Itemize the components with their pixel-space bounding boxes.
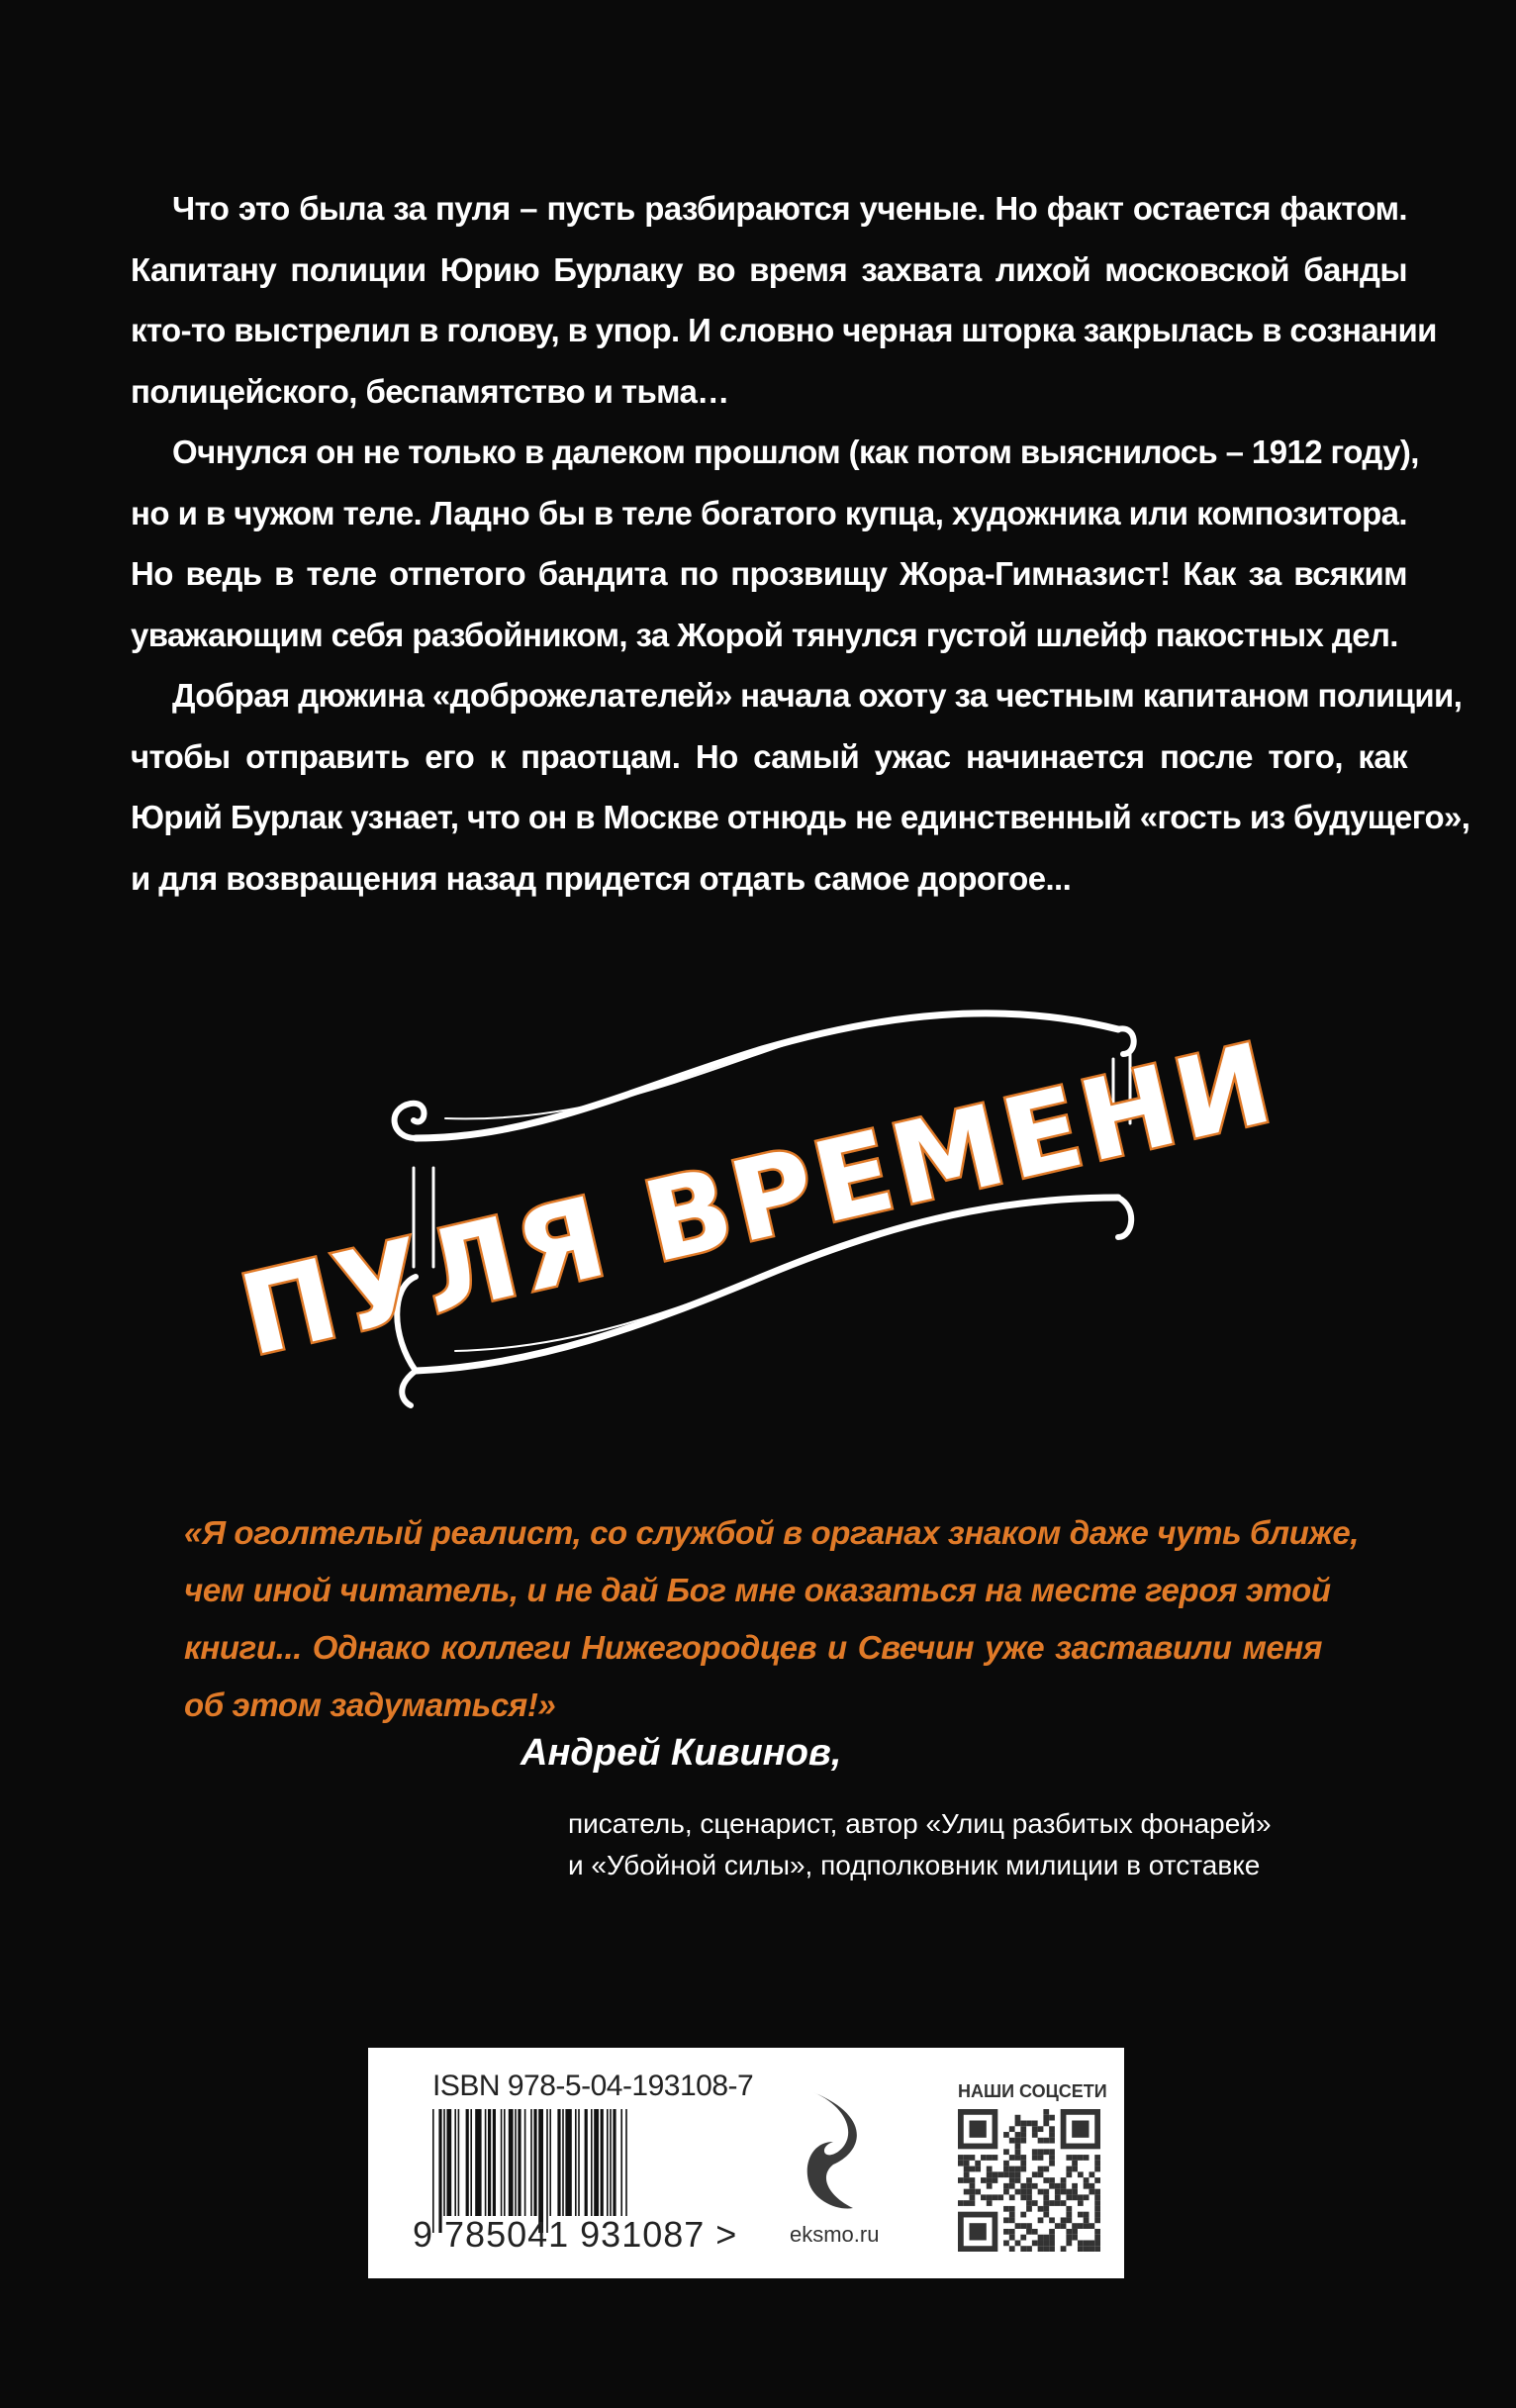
qr-module [1003,2171,1009,2177]
qr-module [987,2171,993,2177]
barcode-bar [610,2109,612,2216]
qr-module [1015,2115,1021,2121]
qr-module [975,2161,981,2167]
qr-module [1061,2183,1067,2189]
qr-module [1072,2167,1078,2172]
qr-module [1084,2246,1090,2252]
qr-module [1084,2155,1090,2161]
qr-module [1003,2189,1009,2195]
qr-module [1015,2240,1021,2246]
qr-module [1009,2126,1015,2132]
qr-module [1015,2189,1021,2195]
qr-module [1026,2206,1032,2212]
qr-module [1032,2126,1038,2132]
qr-module [1026,2246,1032,2252]
qr-module [1043,2138,1049,2144]
barcode-bar [530,2109,532,2216]
qr-module [1032,2200,1038,2206]
barcode-bar [557,2109,560,2216]
qr-module [1020,2132,1026,2138]
eksmo-logo-icon [794,2087,873,2216]
qr-module [987,2200,993,2206]
qr-module [1078,2200,1084,2206]
qr-module [1009,2229,1015,2235]
social-label: НАШИ СОЦСЕТИ [958,2081,1107,2101]
qr-module [1015,2155,1021,2161]
qr-module [1094,2161,1100,2167]
blurb-line: и для возвращения назад придется отдать самое дорогое... [131,859,1072,897]
barcode-bar [533,2109,536,2216]
quote-author: Андрей Кивинов, [521,1732,842,1774]
qr-module [1026,2229,1032,2235]
blurb-line: кто-то выстрелил в голову, в упор. И словно черная шторка закрылась в сознании [131,312,1437,348]
blurb-line: уважающим себя разбойником, за Жорой тянулся густой шлейф пакостных дел. [131,616,1398,653]
qr-module [1015,2223,1021,2229]
qr-module [1043,2246,1049,2252]
qr-module [1032,2121,1038,2127]
publisher-url[interactable]: eksmo.ru [790,2222,880,2247]
barcode-bar [515,2109,517,2216]
qr-module [964,2171,970,2177]
qr-module [1066,2171,1072,2177]
qr-module [1094,2206,1100,2212]
qr-module [1094,2217,1100,2223]
qr-module [1094,2200,1100,2206]
qr-module [1038,2155,1044,2161]
qr-module [964,2189,970,2195]
barcode-bar [625,2109,627,2216]
barcode-bar [594,2109,599,2216]
qr-module [1020,2121,1026,2127]
barcode-bar [575,2109,577,2216]
qr-module [987,2194,993,2200]
qr-module [1043,2194,1049,2200]
qr-module [1084,2183,1090,2189]
qr-module [997,2194,1003,2200]
qr-module [958,2177,964,2183]
qr-module [1055,2223,1061,2229]
qr-module [1049,2217,1055,2223]
qr-module [1038,2189,1044,2195]
qr-module [987,2155,993,2161]
barcode-bar [493,2109,496,2216]
qr-module [993,2194,998,2200]
qr-module [1084,2194,1090,2200]
qr-module [1072,2235,1078,2241]
qr-module [1009,2235,1015,2241]
blurb-line: Добрая дюжина «доброжелателей» начала охоту за честным капитаном полиции, [172,677,1463,714]
qr-module [987,2167,993,2172]
qr-module [1015,2144,1021,2150]
qr-module [1094,2189,1100,2195]
barcode-bar [475,2109,481,2216]
qr-module [1072,2155,1078,2161]
barcode-bar [565,2109,571,2216]
qr-module [1043,2206,1049,2212]
qr-module [1094,2155,1100,2161]
title-banner [230,990,1286,1425]
qr-module [981,2194,987,2200]
qr-module [1020,2194,1026,2200]
barcode-bar [485,2109,487,2216]
qr-module [1043,2200,1049,2206]
blurb-line: чтобы отправить его к праотцам. Но самый ужас начинается после того, как [131,737,1407,775]
qr-module [1089,2240,1094,2246]
qr-module [1015,2132,1021,2138]
qr-module [1015,2171,1021,2177]
qr-module [1061,2246,1067,2252]
qr-module [1089,2183,1094,2189]
qr-module [1043,2240,1049,2246]
book-title: ПУЛЯ ВРЕМЕНИ [230,1018,1286,1382]
qr-module [1003,2183,1009,2189]
qr-module [964,2167,970,2172]
qr-module [1020,2212,1026,2218]
qr-module [1084,2212,1090,2218]
qr-module [1049,2149,1055,2155]
quote-line: об этом задуматься!» [184,1686,556,1723]
qr-module [1009,2167,1015,2172]
qr-module [1072,2229,1078,2235]
qr-module [1072,2189,1078,2195]
qr-finder [970,2223,987,2240]
barcode-bar [620,2109,622,2216]
qr-module [958,2161,964,2167]
qr-module [1020,2235,1026,2241]
qr-module [1032,2171,1038,2177]
barcode-bar [509,2109,514,2216]
barcode-bar [585,2109,588,2216]
qr-module [970,2183,976,2189]
qr-module [1094,2240,1100,2246]
qr-module [1009,2194,1015,2200]
qr-module [1009,2206,1015,2212]
qr-module [1020,2126,1026,2132]
barcode-bar [458,2109,460,2216]
qr-module [1094,2194,1100,2200]
qr-module [970,2167,976,2172]
qr-module [1066,2206,1072,2212]
qr-module [1078,2246,1084,2252]
qr-module [1055,2183,1061,2189]
qr-module [1049,2229,1055,2235]
qr-module [1026,2189,1032,2195]
qr-module [1038,2171,1044,2177]
qr-module [1026,2194,1032,2200]
qr-module [1072,2194,1078,2200]
qr-module [1043,2177,1049,2183]
qr-module [1038,2167,1044,2172]
review-quote [184,1504,1360,1734]
qr-module [981,2155,987,2161]
qr-module [1066,2189,1072,2195]
qr-module [1094,2246,1100,2252]
qr-module [1049,2126,1055,2132]
qr-module [1089,2246,1094,2252]
qr-module [1038,2126,1044,2132]
blurb-line: Но ведь в теле отпетого бандита по прозвищу Жора-Гимназист! Как за всяким [131,555,1407,592]
barcode-bar [549,2109,551,2216]
credits-line: писатель, сценарист, автор «Улиц разбитых фонарей» [568,1808,1272,1839]
qr-module [1009,2155,1015,2161]
qr-module [1020,2167,1026,2172]
qr-module [1026,2200,1032,2206]
qr-module [1020,2161,1026,2167]
qr-module [1089,2223,1094,2229]
qr-module [1015,2121,1021,2127]
qr-module [1020,2189,1026,2195]
qr-finder [1072,2121,1089,2138]
barcode-bar [578,2109,580,2216]
qr-module [1043,2115,1049,2121]
qr-module [1032,2149,1038,2155]
qr-module [1094,2167,1100,2172]
isbn-box [368,2048,1124,2278]
qr-module [1003,2217,1009,2223]
qr-module [1049,2183,1055,2189]
qr-module [1020,2223,1026,2229]
qr-module [1049,2155,1055,2161]
qr-module [970,2194,976,2200]
qr-module [1084,2240,1090,2246]
qr-module [1066,2217,1072,2223]
author-credits [568,1803,1272,1886]
qr-module [1043,2189,1049,2195]
qr-module [1032,2155,1038,2161]
qr-module [1026,2223,1032,2229]
blurb-line: полицейского, беспамятство и тьма… [131,372,729,410]
barcode-bar [501,2109,503,2216]
credits-line: и «Убойной силы», подполковник милиции в отставке [568,1850,1261,1880]
barcode-bar [446,2109,451,2216]
qr-module [1089,2189,1094,2195]
qr-module [1072,2161,1078,2167]
qr-module [1009,2212,1015,2218]
qr-module [1003,2149,1009,2155]
quote-line: «Я оголтелый реалист, со службой в органах знаком даже чуть ближе, [184,1514,1360,1551]
qr-module [1049,2235,1055,2241]
qr-module [1055,2194,1061,2200]
blurb-line: Юрий Бурлак узнает, что он в Москве отнюдь не единственный «гость из будущего», [131,799,1470,835]
qr-module [1015,2177,1021,2183]
qr-module [1061,2200,1067,2206]
qr-module [1043,2109,1049,2115]
qr-module [1003,2240,1009,2246]
qr-module [1003,2229,1009,2235]
blurb-line: Очнулся он не только в далеком прошлом (как потом выяснилось – 1912 году), [172,433,1419,470]
qr-module [1009,2177,1015,2183]
qr-module [1078,2155,1084,2161]
qr-module [1015,2138,1021,2144]
qr-module [970,2200,976,2206]
qr-module [1078,2171,1084,2177]
qr-module [1038,2206,1044,2212]
qr-module [1066,2235,1072,2241]
barcode-bar [504,2109,506,2216]
qr-module [1084,2177,1090,2183]
barcode-bar [488,2109,491,2216]
qr-module [970,2155,976,2161]
qr-module [964,2177,970,2183]
qr-module [1049,2138,1055,2144]
qr-module [1003,2206,1009,2212]
qr-module [1078,2212,1084,2218]
barcode-bar [466,2109,469,2216]
qr-module [1094,2229,1100,2235]
qr-module [1066,2167,1072,2172]
qr-module [1038,2217,1044,2223]
qr-module [1020,2155,1026,2161]
quote-line: книги... Однако коллеги Нижегородцев и Свечин уже заставили меня [184,1629,1322,1666]
qr-module [993,2177,998,2183]
qr-module [1094,2235,1100,2241]
qr-module [964,2161,970,2167]
qr-module [1038,2246,1044,2252]
qr-module [1066,2212,1072,2218]
qr-module [1015,2167,1021,2172]
qr-module [993,2171,998,2177]
qr-module [1049,2200,1055,2206]
qr-module [958,2200,964,2206]
qr-module [1032,2183,1038,2189]
qr-module [1009,2246,1015,2252]
qr-module [1032,2229,1038,2235]
blurb [131,178,1470,909]
qr-module [1003,2161,1009,2167]
qr-module [1061,2217,1067,2223]
qr-module [1038,2235,1044,2241]
qr-module [1043,2167,1049,2172]
barcode-bar [591,2109,593,2216]
qr-module [1066,2229,1072,2235]
isbn-label: ISBN 978-5-04-193108-7 [432,2070,754,2102]
qr-module [975,2167,981,2172]
barcode-bar [524,2109,526,2216]
blurb-line: Капитану полиции Юрию Бурлаку во время захвата лихой московской банды [131,250,1407,288]
barcode-bar [454,2109,456,2216]
qr-module [1094,2177,1100,2183]
qr-module [1026,2183,1032,2189]
qr-module [1026,2177,1032,2183]
qr-module [1049,2177,1055,2183]
qr-module [1089,2171,1094,2177]
barcode-bar [607,2109,609,2216]
qr-module [970,2189,976,2195]
qr-module [997,2171,1003,2177]
qr-module [1049,2115,1055,2121]
qr-module [1049,2246,1055,2252]
barcode-bar [470,2109,472,2216]
blurb-line: но и в чужом теле. Ладно бы в теле богатого купца, художника или композитора. [131,494,1407,531]
qr-module [970,2177,976,2183]
barcode-bar [518,2109,521,2216]
qr-module [993,2155,998,2161]
qr-module [1078,2194,1084,2200]
qr-module [1094,2212,1100,2218]
qr-module [1055,2189,1061,2195]
qr-module [1055,2200,1061,2206]
barcode-bar [601,2109,604,2216]
qr-module [1015,2149,1021,2155]
blurb-line: Что это была за пуля – пусть разбираются ученые. Но факт остается фактом. [172,190,1407,227]
barcode-bar [562,2109,564,2216]
qr-module [1049,2132,1055,2138]
qr-module [981,2177,987,2183]
qr-module [1009,2183,1015,2189]
qr-module [1038,2138,1044,2144]
qr-module [975,2189,981,2195]
qr-module [1026,2121,1032,2127]
qr-module [1032,2132,1038,2138]
qr-module [958,2155,964,2161]
qr-module [1009,2217,1015,2223]
qr-module [1032,2240,1038,2246]
qr-module [1043,2149,1049,2155]
qr-code[interactable] [958,2109,1100,2252]
qr-module [964,2155,970,2161]
qr-module [1003,2132,1009,2138]
qr-module [987,2183,993,2189]
qr-module [1078,2223,1084,2229]
qr-module [1020,2138,1026,2144]
qr-module [1072,2223,1078,2229]
qr-module [1003,2167,1009,2172]
qr-module [1043,2235,1049,2241]
barcode-bar [443,2109,445,2216]
qr-module [1049,2161,1055,2167]
qr-module [1066,2240,1072,2246]
qr-module [1061,2189,1067,2195]
quote-line: чем иной читатель, и не дай Бог мне оказаться на месте героя этой [184,1572,1331,1608]
qr-module [1038,2240,1044,2246]
qr-module [1061,2223,1067,2229]
qr-module [1020,2183,1026,2189]
barcode-digits: 9 785041 931087 > [413,2214,738,2255]
qr-module [1049,2240,1055,2246]
qr-module [1009,2171,1015,2177]
qr-module [1066,2194,1072,2200]
qr-module [964,2200,970,2206]
qr-module [1066,2155,1072,2161]
qr-module [1038,2149,1044,2155]
qr-finder [970,2121,987,2138]
qr-module [1084,2223,1090,2229]
qr-module [1061,2177,1067,2183]
qr-module [987,2177,993,2183]
qr-module [1009,2138,1015,2144]
qr-module [1084,2217,1090,2223]
barcode-bar [613,2109,616,2216]
qr-module [1078,2240,1084,2246]
qr-module [1072,2183,1078,2189]
qr-module [1043,2121,1049,2127]
qr-module [1043,2212,1049,2218]
qr-module [1020,2246,1026,2252]
